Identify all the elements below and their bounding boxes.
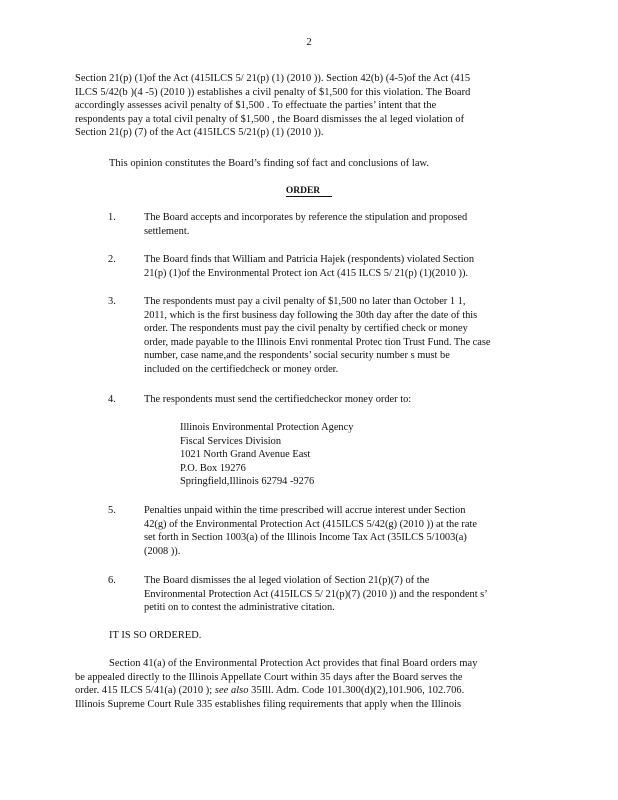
text-line: Section 21(p) (1)of the Act (415ILCS 5/ 21(p) (1) (2010 )). Section 42(b) (4-5)of the Act (415	[75, 73, 471, 84]
citation-text: order. 415 ILCS 5/41(a) (2010 );	[75, 685, 213, 697]
text-line: 21(p) (1)of the Environmental Protect ion Act (415 ILCS 5/ 21(p) (1)(2010 )).	[144, 267, 469, 279]
text-line: included on the certifiedcheck or money order.	[144, 363, 339, 375]
item-number: 1.	[108, 212, 116, 223]
item-number: 5.	[108, 505, 116, 516]
findings-statement: This opinion constitutes the Board’s finding sof fact and conclusions of law.	[109, 158, 430, 169]
item-number: 6.	[108, 575, 116, 586]
text-line: The Board accepts and incorporates by reference the stipulation and proposed	[144, 212, 468, 223]
text-line: Section 21(p) (7) of the Act (415ILCS 5/21(p) (1) (2010 )).	[75, 127, 324, 139]
text-line: petiti on to contest the administrative citation.	[144, 602, 335, 614]
page-number: 2	[306, 36, 312, 48]
text-line: number, case name,and the respondents’ social security number s must be	[144, 350, 450, 362]
text-line	[75, 684, 477, 698]
item-number: 3.	[108, 296, 116, 307]
item-number: 4.	[108, 394, 116, 405]
text-line: be appealed directly to the Illinois Appellate Court within 35 days after the Board serves the	[75, 671, 463, 683]
order-heading: ORDER	[0, 186, 618, 196]
text-line: The respondents must send the certifiedcheckor money order to:	[144, 394, 412, 405]
text-line: ILCS 5/42(b )(4 -5) (2010 )) establishes a civil penalty of $1,500 for this violation. The Board	[75, 86, 471, 98]
text-line: The Board finds that William and Patricia Hajek (respondents) violated Section	[144, 254, 475, 265]
so-ordered-statement: IT IS SO ORDERED.	[109, 630, 202, 641]
opening-paragraph	[75, 72, 470, 140]
text-line: 2011, which is the first business day following the 30th day after the date of this	[144, 309, 478, 321]
address-line: P.O. Box 19276	[180, 462, 246, 474]
text-line: settlement.	[144, 225, 190, 237]
order-item-2	[144, 253, 474, 280]
text-line: set forth in Section 1003(a) of the Illinois Income Tax Act (35ILCS 5/1003(a)	[144, 532, 467, 544]
order-item-5	[144, 504, 477, 558]
text-line: The respondents must pay a civil penalty of $1,500 no later than October 1 1,	[144, 296, 466, 307]
citation-text: 35Ill. Adm. Code 101.300(d)(2),101.906, 102.706.	[251, 685, 465, 697]
item-number: 2.	[108, 254, 116, 265]
text-line: 42(g) of the Environmental Protection Act (415ILCS 5/42(g) (2010 )) at the rate	[144, 518, 477, 530]
appeal-paragraph	[75, 657, 477, 711]
order-item-4	[144, 393, 411, 407]
text-line: order. The respondents must pay the civil penalty by certified check or money	[144, 323, 468, 335]
address-line: Illinois Environmental Protection Agency	[180, 422, 354, 433]
text-line: Illinois Supreme Court Rule 335 establishes filing requirements that apply when the Illinois	[75, 698, 462, 710]
see-also-signal: see also	[214, 685, 249, 697]
address-line: 1021 North Grand Avenue East	[180, 449, 311, 461]
order-item-1	[144, 211, 467, 238]
text-line: respondents pay a total civil penalty of $1,500 , the Board dismisses the al leged violation of	[75, 113, 465, 125]
address-line: Fiscal Services Division	[180, 435, 282, 447]
text-line: accordingly assesses acivil penalty of $1,500 . To effectuate the parties’ intent that the	[75, 100, 437, 112]
text-line: Section 41(a) of the Environmental Protection Act provides that final Board orders may	[109, 658, 478, 669]
mailing-address	[180, 421, 353, 489]
text-line: Penalties unpaid within the time prescribed will accrue interest under Section	[144, 505, 466, 516]
order-item-6	[144, 574, 488, 615]
text-line: (2008 )).	[144, 545, 181, 557]
text-line: order, made payable to the Illinois Envi ronmental Protec tion Trust Fund. The case	[144, 336, 491, 348]
text-line: The Board dismisses the al leged violation of Section 21(p)(7) of the	[144, 575, 430, 586]
text-line: Environmental Protection Act (415ILCS 5/ 21(p)(7) (2010 )) and the respondent s’	[144, 588, 488, 600]
order-item-3	[144, 295, 491, 377]
address-line: Springfield,Illinois 62794 -9276	[180, 476, 315, 488]
